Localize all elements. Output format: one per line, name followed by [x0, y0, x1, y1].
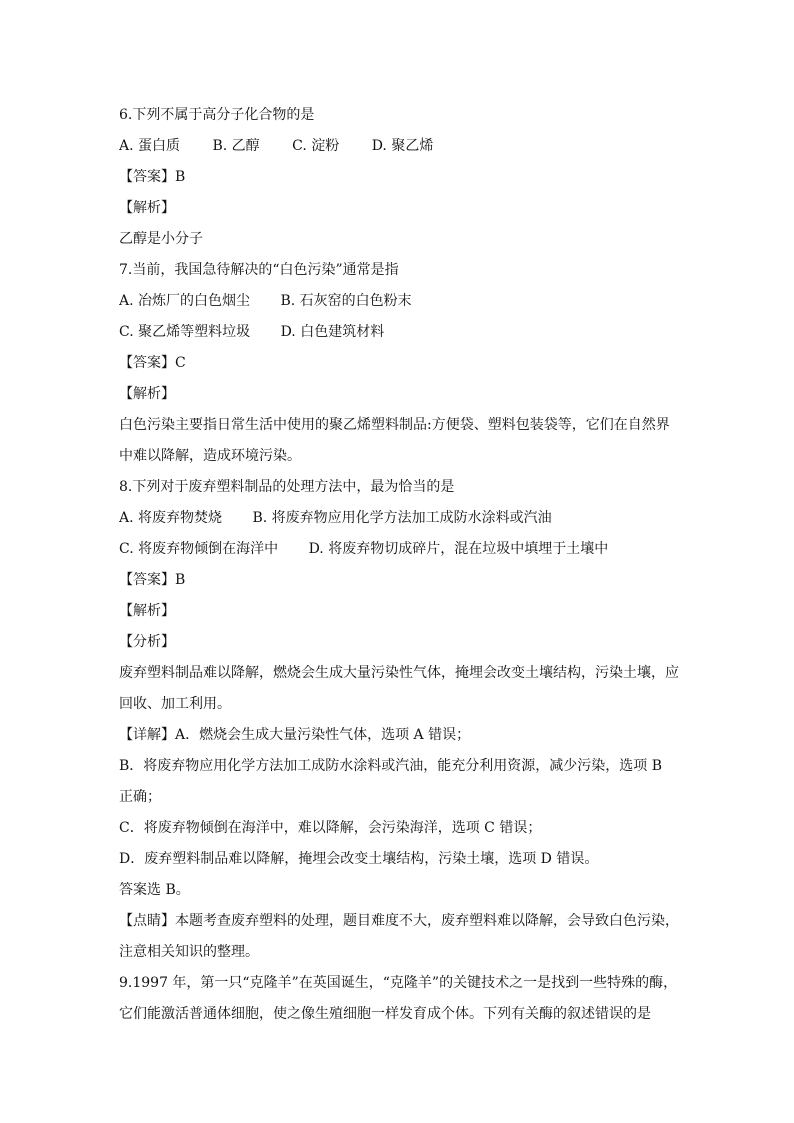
question-8-options-row1	[119, 503, 679, 534]
option-c: C. 聚乙烯等塑料垃圾	[119, 324, 251, 340]
detail-c-8: C．将废弃物倾倒在海洋中，难以降解，会污染海洋，选项 C 错误；	[119, 820, 542, 836]
question-9: 9.1997 年，第一只“克隆羊”在英国诞生，“克隆羊”的关键技术之一是找到一些特殊的酶，它们能激活普通体细胞，使之像生殖细胞一样发育成个体。下列有关酶的叙述错误的是	[119, 975, 678, 1022]
option-d: D. 白色建筑材料	[280, 324, 385, 340]
option-c: C. 淀粉	[292, 138, 340, 154]
option-c: C. 将废弃物倾倒在海洋中	[119, 541, 279, 557]
option-d: D. 将废弃物切成碎片，混在垃圾中填埋于土壤中	[308, 541, 609, 557]
analysis-label-6: 【解析】	[119, 200, 175, 216]
detail-a-8: 【详解】A．燃烧会生成大量污染性气体，选项 A 错误；	[119, 727, 471, 743]
option-b: B. 乙醇	[212, 138, 260, 154]
analysis-7: 白色污染主要指日常生活中使用的聚乙烯塑料制品:方便袋、塑料包装袋等，它们在自然界中难以降解，造成环境污染。	[119, 417, 670, 464]
option-d: D. 聚乙烯	[371, 138, 434, 154]
detail-d-8: D．废弃塑料制品难以降解，掩埋会改变土壤结构，污染土壤，选项 D 错误。	[119, 851, 599, 867]
comment-8: 【点睛】本题考查废弃塑料的处理，题目难度不大，废弃塑料难以降解，会导致白色污染，注意相关知识的整理。	[119, 913, 679, 960]
fenxi-label-8: 【分析】	[119, 634, 175, 650]
question-8: 8.下列对于废弃塑料制品的处理方法中，最为恰当的是	[119, 479, 455, 495]
option-b: B. 石灰窑的白色粉末	[280, 293, 412, 309]
fenxi-8: 废弃塑料制品难以降解，燃烧会生成大量污染性气体，掩埋会改变土壤结构，污染土壤，应回收、加工利用。	[119, 665, 679, 712]
question-8-options-row2	[119, 534, 679, 565]
question-6: 6.下列不属于高分子化合物的是	[119, 107, 315, 123]
option-a: A. 将废弃物焚烧	[119, 510, 223, 526]
answer-6: 【答案】B	[119, 169, 186, 185]
analysis-6: 乙醇是小分子	[119, 231, 203, 247]
question-6-options	[119, 131, 679, 162]
analysis-label-8: 【解析】	[119, 603, 175, 619]
document-page	[119, 100, 679, 1030]
option-a: A. 蛋白质	[119, 138, 181, 154]
option-a: A. 冶炼厂的白色烟尘	[119, 293, 251, 309]
answer-7: 【答案】C	[119, 355, 186, 371]
question-7-options-row1	[119, 286, 679, 317]
question-7: 7.当前，我国急待解决的“白色污染”通常是指	[119, 262, 399, 278]
analysis-label-7: 【解析】	[119, 386, 175, 402]
answer-8: 【答案】B	[119, 572, 186, 588]
option-b: B. 将废弃物应用化学方法加工成防水涂料或汽油	[252, 510, 552, 526]
conclusion-8: 答案选 B。	[119, 882, 190, 898]
detail-b-8: B．将废弃物应用化学方法加工成防水涂料或汽油，能充分利用资源，减少污染，选项 B 正确；	[119, 758, 663, 805]
question-7-options-row2	[119, 317, 679, 348]
